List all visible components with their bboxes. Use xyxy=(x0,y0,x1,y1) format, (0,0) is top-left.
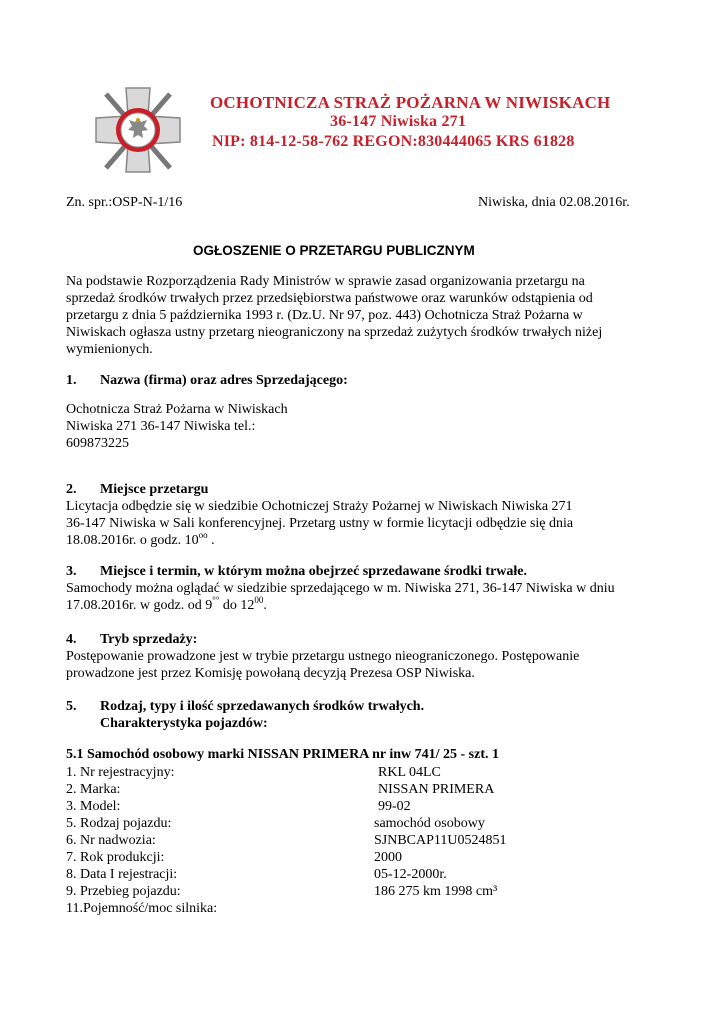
intro-line: przetargu z dnia 5 października 1993 r. (Dz.U. Nr 97, poz. 443) Ochotnicza Straż Pożarna w xyxy=(66,308,583,323)
seller-name: Ochotnicza Straż Pożarna w Niwiskach xyxy=(66,402,288,417)
document-title: OGŁOSZENIE O PRZETARGU PUBLICZNYM xyxy=(193,243,475,258)
letterhead-address: 36-147 Niwiska 271 xyxy=(330,113,467,130)
section-3-text: Samochody można oglądać w siedzibie sprzedającego w m. Niwiska 271, 36-147 Niwiska w dniu xyxy=(66,581,615,596)
reference-number: Zn. spr.:OSP-N-1/16 xyxy=(66,195,183,210)
spec-label: 9. Przebieg pojazdu: xyxy=(66,884,181,899)
spec-label: 3. Model: xyxy=(66,799,121,814)
vehicle-heading: 5.1 Samochód osobowy marki NISSAN PRIMERA nr inw 741/ 25 - szt. 1 xyxy=(66,747,500,762)
intro-line: Niwiskach ogłasza ustny przetarg nieograniczony na sprzedaż zużytych środków trwałych niżej xyxy=(66,325,603,340)
spec-value: 186 275 km 1998 cm³ xyxy=(374,884,498,899)
spec-value: samochód osobowy xyxy=(374,816,485,831)
spec-label: 11.Pojemność/moc silnika: xyxy=(66,901,218,916)
section-title: Tryb sprzedaży: xyxy=(100,632,198,647)
section-2-text: Licytacja odbędzie się w siedzibie Ochotniczej Straży Pożarnej w Niwiskach Niwiska 271 xyxy=(66,499,573,514)
section-4-text: Postępowanie prowadzone jest w trybie przetargu ustnego nieograniczonego. Postępowanie xyxy=(66,649,580,664)
section-4-heading xyxy=(66,632,197,648)
section-number: 5. xyxy=(66,699,77,714)
intro-line: sprzedaż środków trwałych przez przedsiębiorstwa państwowe oraz warunków odstąpienia od xyxy=(66,291,593,306)
intro-line: Na podstawie Rozporządzenia Rady Ministrów w sprawie zasad organizowania przetargu na xyxy=(66,274,585,289)
seller-phone: 609873225 xyxy=(66,436,129,451)
section-title: Rodzaj, typy i ilość sprzedawanych środków trwałych. xyxy=(100,699,425,714)
section-3-heading xyxy=(66,564,527,580)
section-title: Nazwa (firma) oraz adres Sprzedającego: xyxy=(100,373,348,388)
section-2-text: 36-147 Niwiska w Sali konferencyjnej. Przetarg ustny w formie licytacji odbędzie się dnia xyxy=(66,516,574,531)
section-number: 2. xyxy=(66,482,77,497)
intro-line: wymienionych. xyxy=(66,342,153,357)
spec-value: NISSAN PRIMERA xyxy=(378,782,495,797)
spec-value: 99-02 xyxy=(378,799,411,814)
section-title: Miejsce przetargu xyxy=(100,482,209,497)
spec-value: RKL 04LC xyxy=(378,765,441,780)
section-5-subheading: Charakterystyka pojazdów: xyxy=(100,716,268,731)
spec-label: 1. Nr rejestracyjny: xyxy=(66,765,175,780)
section-number: 1. xyxy=(66,373,77,388)
spec-label: 2. Marka: xyxy=(66,782,121,797)
spec-label: 6. Nr nadwozia: xyxy=(66,833,156,848)
spec-label: 7. Rok produkcji: xyxy=(66,850,165,865)
section-1-heading xyxy=(66,373,348,389)
letterhead-ids: NIP: 814-12-58-762 REGON:830444065 KRS 61828 xyxy=(212,133,575,150)
spec-value: 05-12-2000r. xyxy=(374,867,447,882)
section-5-heading xyxy=(66,699,424,715)
seller-address: Niwiska 271 36-147 Niwiska tel.: xyxy=(66,419,256,434)
spec-label: 8. Data I rejestracji: xyxy=(66,867,178,882)
spec-value: 2000 xyxy=(374,850,402,865)
spec-label: 5. Rodzaj pojazdu: xyxy=(66,816,172,831)
document-date: Niwiska, dnia 02.08.2016r. xyxy=(478,195,630,210)
section-4-text: prowadzone jest przez Komisję powołaną decyzją Prezesa OSP Niwiska. xyxy=(66,666,475,681)
auction-time: 18.08.2016r. o godz. $10^{oo}$ . xyxy=(66,530,215,548)
section-2-heading xyxy=(66,482,208,498)
viewing-time: 17.08.2016r. w godz. od 9°° do $12^{00}$. xyxy=(66,595,267,613)
section-number: 4. xyxy=(66,632,77,647)
section-title: Miejsce i termin, w którym można obejrzeć sprzedawane środki trwałe. xyxy=(100,564,528,579)
letterhead-org-name: OCHOTNICZA STRAŻ POŻARNA W NIWISKACH xyxy=(210,93,611,112)
spec-value: SJNBCAP11U0524851 xyxy=(374,833,507,848)
section-number: 3. xyxy=(66,564,77,579)
osp-logo xyxy=(88,80,188,180)
